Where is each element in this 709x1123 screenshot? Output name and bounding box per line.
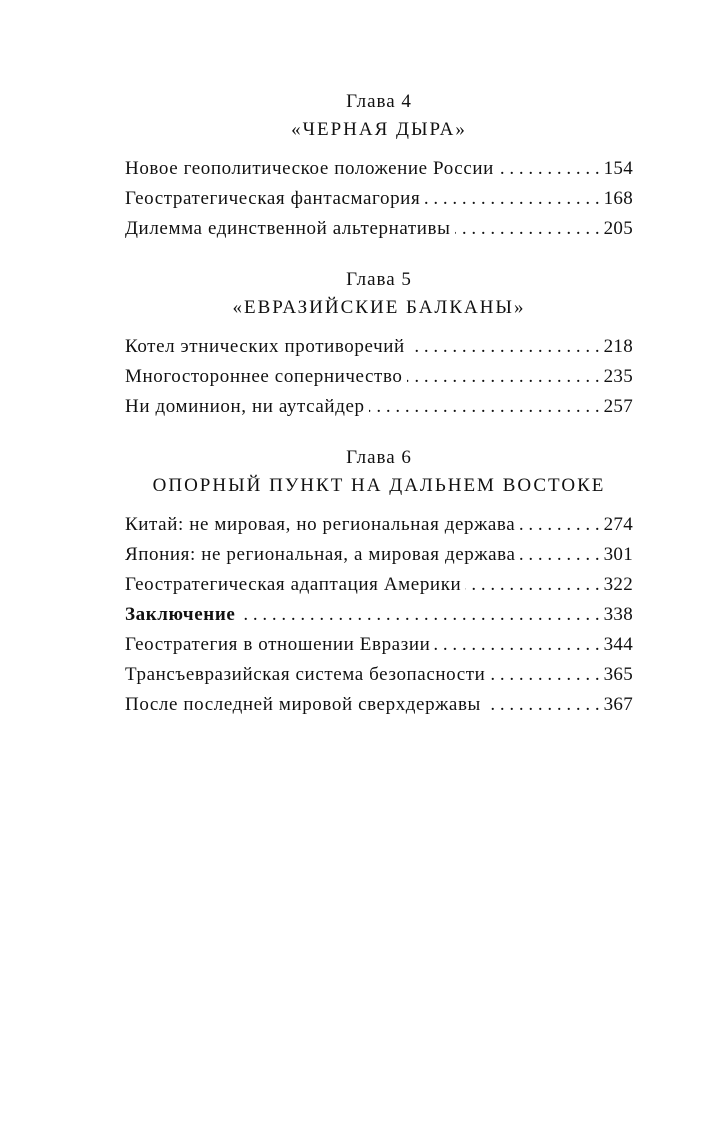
chapter-title: «ЧЕРНАЯ ДЫРА» (291, 119, 467, 140)
toc-entry-title: Япония: не региональная, а мировая держава (125, 544, 516, 565)
dot-leader (409, 332, 600, 362)
chapter-title: «ЕВРАЗИЙСКИЕ БАЛКАНЫ» (232, 297, 526, 318)
toc-entry[interactable] (125, 630, 633, 660)
toc-entry-page: 301 (603, 544, 633, 565)
toc-entry-page: 322 (603, 574, 633, 595)
dot-leader (369, 392, 600, 422)
toc-entry[interactable] (125, 690, 633, 720)
toc-entry-conclusion[interactable] (125, 600, 633, 630)
toc-entry[interactable] (125, 154, 633, 184)
toc-entry[interactable] (125, 214, 633, 244)
toc-entry-page: 154 (603, 158, 633, 179)
dot-leader (434, 630, 599, 660)
toc-entry-title: Многостороннее соперничество (125, 366, 403, 387)
toc-entry[interactable] (125, 660, 633, 690)
dot-leader (239, 600, 599, 630)
chapter-label: Глава 4 (346, 91, 412, 112)
chapter-title: ОПОРНЫЙ ПУНКТ НА ДАЛЬНЕМ ВОСТОКЕ (152, 475, 606, 496)
toc-entry-title: Геостратегия в отношении Евразии (125, 634, 431, 655)
dot-leader (465, 570, 599, 600)
toc-entry[interactable] (125, 392, 633, 422)
toc-entry-title: Заключение (125, 604, 236, 625)
toc-entry[interactable] (125, 362, 633, 392)
toc-entry-page: 168 (603, 188, 633, 209)
dot-leader (498, 154, 600, 184)
dot-leader (424, 184, 599, 214)
toc-entry-page: 218 (603, 336, 633, 357)
toc-entry-page: 367 (603, 694, 633, 715)
toc-entry[interactable] (125, 510, 633, 540)
dot-leader (519, 510, 599, 540)
dot-leader (455, 214, 600, 244)
toc-entry-title: Китай: не мировая, но региональная держава (125, 514, 516, 535)
toc-entry-title: Новое геополитическое положение России (125, 158, 494, 179)
toc-entry-title: Геостратегическая фантасмагория (125, 188, 421, 209)
dot-leader (489, 660, 599, 690)
dot-leader (519, 540, 599, 570)
toc-entry-title: После последней мировой сверхдержавы (125, 694, 481, 715)
toc-entry-title: Геостратегическая адаптация Америки (125, 574, 462, 595)
toc-entry-title: Дилемма единственной альтернативы (125, 218, 451, 239)
toc-entry[interactable] (125, 332, 633, 362)
toc-entry-page: 344 (603, 634, 633, 655)
chapter-label: Глава 5 (346, 269, 412, 290)
toc-entry-page: 205 (603, 218, 633, 239)
chapter-6 (125, 444, 633, 720)
toc-entry-page: 257 (603, 396, 633, 417)
toc-entry-page: 365 (603, 664, 633, 685)
chapter-4 (125, 88, 633, 244)
toc-entry[interactable] (125, 570, 633, 600)
table-of-contents (125, 88, 633, 742)
chapter-label: Глава 6 (346, 447, 412, 468)
toc-entry-title: Трансъевразийская система безопасности (125, 664, 486, 685)
dot-leader (407, 362, 600, 392)
toc-entry-page: 338 (603, 604, 633, 625)
chapter-5 (125, 266, 633, 422)
toc-entry-title: Ни доминион, ни аутсайдер (125, 396, 365, 417)
toc-entry-page: 235 (603, 366, 633, 387)
toc-entry-page: 274 (603, 514, 633, 535)
toc-entry-title: Котел этнических противоречий (125, 336, 405, 357)
toc-entry[interactable] (125, 184, 633, 214)
toc-entry[interactable] (125, 540, 633, 570)
dot-leader (485, 690, 600, 720)
